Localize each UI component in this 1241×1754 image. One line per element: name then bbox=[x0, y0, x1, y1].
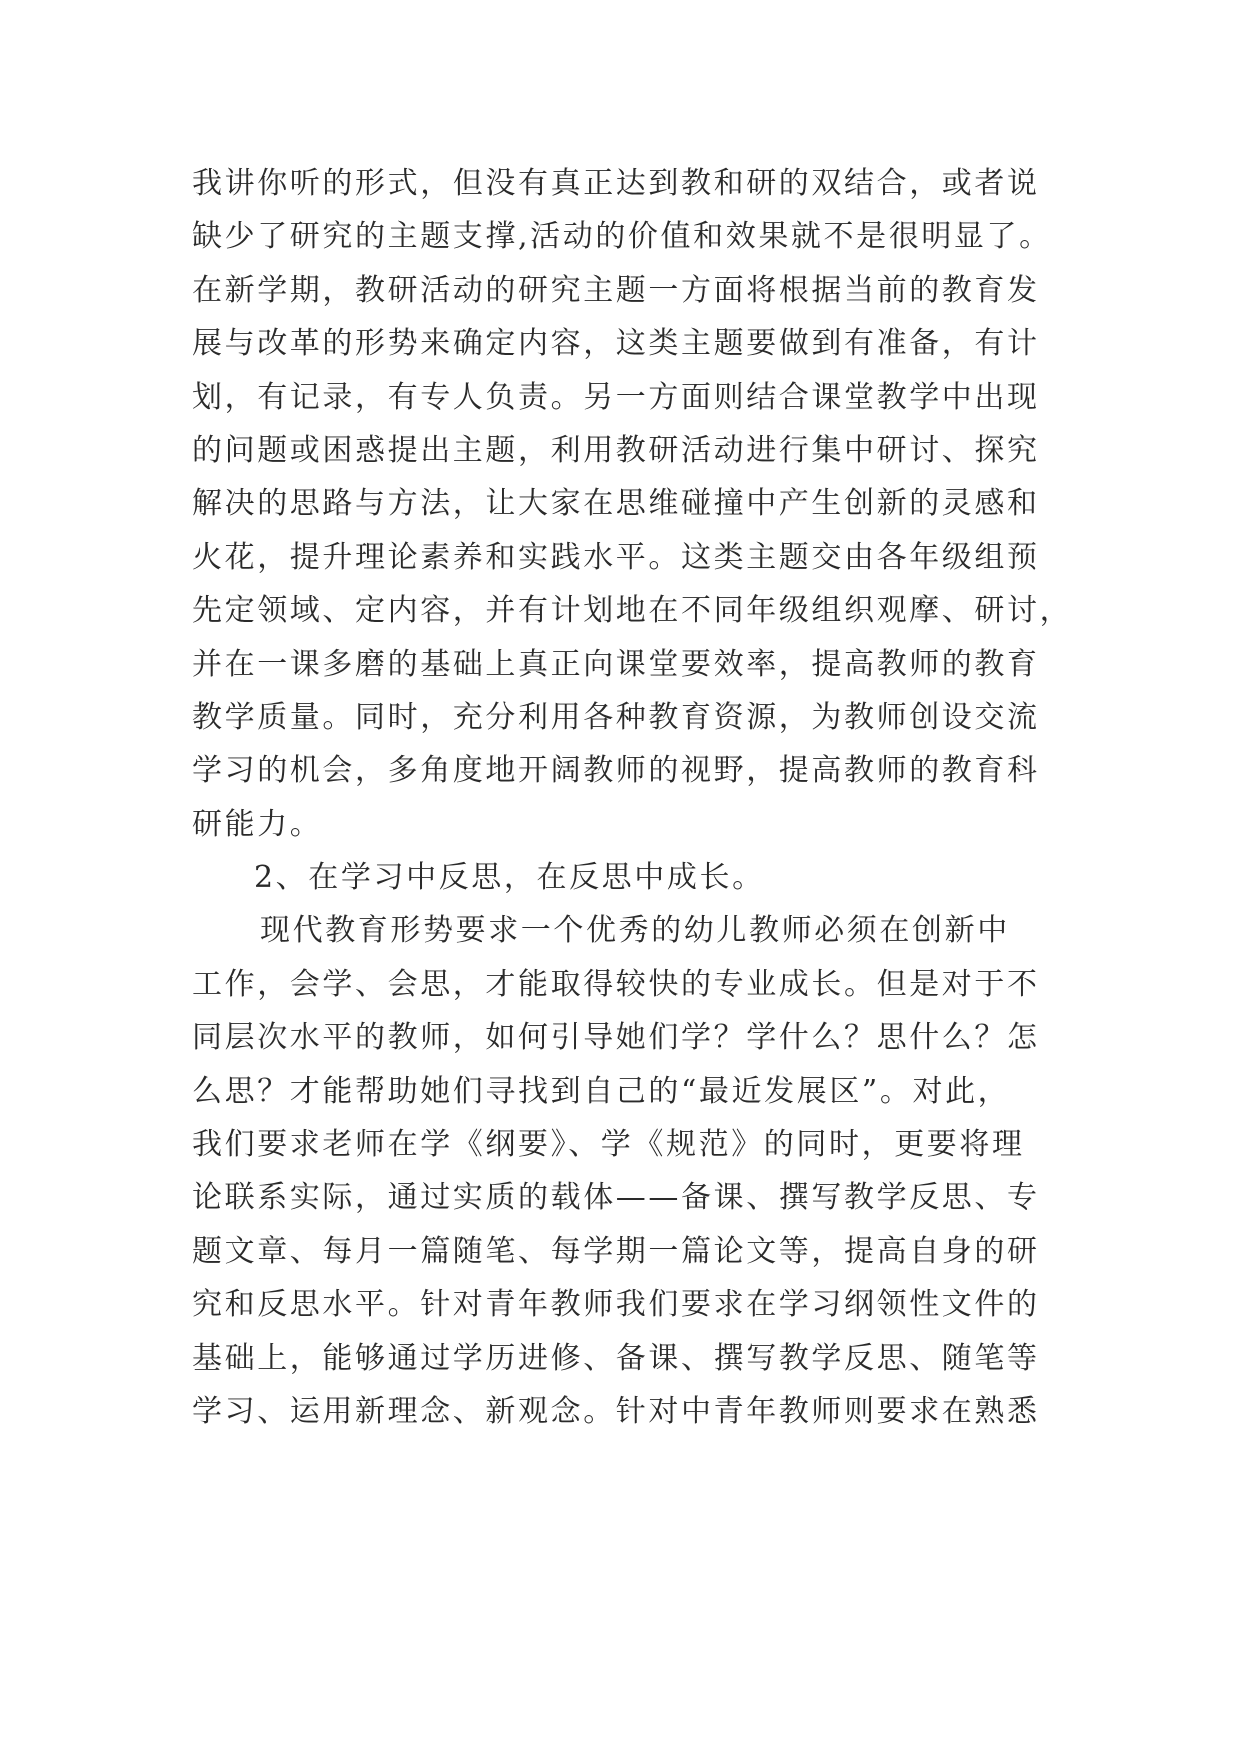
text-line: 展与改革的形势来确定内容，这类主题要做到有准备，有计 bbox=[192, 326, 1040, 362]
text-line: 在新学期，教研活动的研究主题一方面将根据当前的教育发 bbox=[192, 272, 1040, 308]
text-line: 我们要求老师在学《纲要》、学《规范》的同时，更要将理 bbox=[192, 1127, 1025, 1163]
text-line: 缺少了研究的主题支撑,活动的价值和效果就不是很明显了。 bbox=[192, 219, 1052, 255]
paragraph-first-line: 现代教育形势要求一个优秀的幼儿教师必须在创新中 bbox=[260, 913, 1010, 949]
text-line: 教学质量。同时，充分利用各种教育资源，为教师创设交流 bbox=[192, 699, 1040, 735]
text-line: 工作，会学、会思，才能取得较快的专业成长。但是对于不 bbox=[192, 966, 1040, 1002]
text-line: 题文章、每月一篇随笔、每学期一篇论文等，提高自身的研 bbox=[192, 1233, 1040, 1269]
section-heading: 2、在学习中反思，在反思中成长。 bbox=[254, 860, 765, 896]
text-line: 解决的思路与方法，让大家在思维碰撞中产生创新的灵感和 bbox=[192, 486, 1040, 522]
text-line: 火花，提升理论素养和实践水平。这类主题交由各年级组预 bbox=[192, 539, 1040, 575]
text-line: 的问题或困惑提出主题，利用教研活动进行集中研讨、探究 bbox=[192, 432, 1040, 468]
text-line: 划，有记录，有专人负责。另一方面则结合课堂教学中出现 bbox=[192, 379, 1040, 415]
text-line: 学习的机会，多角度地开阔教师的视野，提高教师的教育科 bbox=[192, 753, 1040, 789]
text-line: 研能力。 bbox=[192, 806, 323, 842]
body-text bbox=[192, 157, 1192, 1438]
text-line: 学习、运用新理念、新观念。针对中青年教师则要求在熟悉 bbox=[192, 1393, 1040, 1429]
text-line: 先定领域、定内容，并有计划地在不同年级组织观摩、研讨， bbox=[192, 593, 1073, 629]
text-line: 我讲你听的形式，但没有真正达到教和研的双结合，或者说 bbox=[192, 166, 1040, 201]
text-line: 究和反思水平。针对青年教师我们要求在学习纲领性文件的 bbox=[192, 1287, 1040, 1323]
text-line: 论联系实际，通过实质的载体——备课、撰写教学反思、专 bbox=[192, 1180, 1040, 1216]
text-line: 并在一课多磨的基础上真正向课堂要效率，提高教师的教育 bbox=[192, 646, 1040, 682]
text-line: 么思？才能帮助她们寻找到自己的“最近发展区”。对此， bbox=[192, 1073, 1011, 1109]
text-line: 基础上，能够通过学历进修、备课、撰写教学反思、随笔等 bbox=[192, 1340, 1040, 1376]
text-line: 同层次水平的教师，如何引导她们学？学什么？思什么？怎 bbox=[192, 1020, 1040, 1056]
